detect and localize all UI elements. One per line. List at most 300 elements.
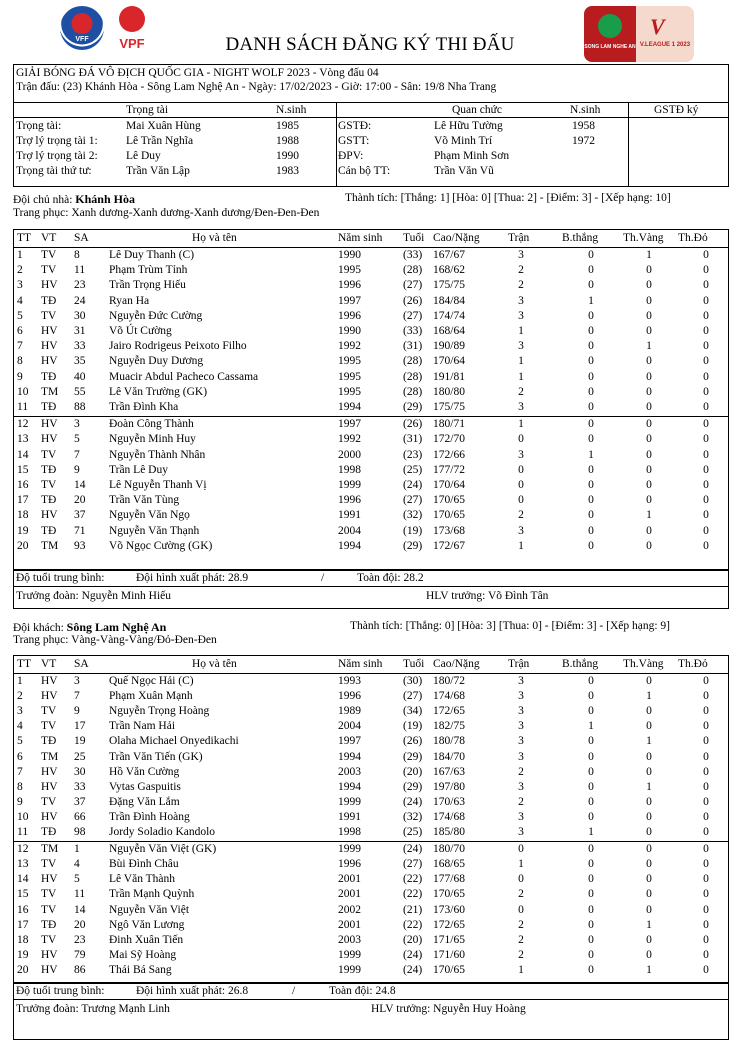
- player-goals: 0: [588, 675, 594, 687]
- player-height-weight: 175/75: [433, 279, 465, 292]
- player-row: [14, 463, 728, 478]
- player-position: HV: [41, 963, 58, 976]
- player-birth-year: 2000: [338, 448, 361, 461]
- player-position: TV: [41, 795, 57, 808]
- player-player-name: Jairo Rodrigeus Peixoto Filho: [109, 340, 247, 353]
- column-header-age: Tuổi: [403, 658, 425, 670]
- player-age: (28): [403, 264, 423, 277]
- player-birth-year: 1998: [338, 826, 361, 838]
- player-age: (27): [403, 279, 423, 292]
- player-birth-year: 1999: [338, 948, 361, 961]
- player-player-name: Võ Út Cường: [109, 325, 172, 337]
- player-number: 1: [17, 675, 23, 687]
- player-number: 12: [17, 843, 29, 856]
- player-age: (27): [403, 858, 423, 871]
- player-position: TM: [41, 385, 59, 398]
- player-red-cards: 0: [703, 720, 709, 733]
- player-birth-year: 1991: [338, 810, 361, 823]
- player-row: [14, 795, 728, 810]
- player-shirt: 7: [74, 448, 80, 461]
- player-goals: 0: [588, 401, 594, 413]
- player-shirt: 33: [74, 340, 86, 353]
- player-goals: 0: [588, 524, 594, 537]
- player-position: TV: [41, 903, 57, 916]
- player-position: HV: [41, 765, 58, 778]
- player-shirt: 40: [74, 370, 86, 383]
- player-yellow-cards: 0: [646, 524, 652, 537]
- player-number: 19: [17, 524, 29, 537]
- away-record: Thành tích: [Thắng: 0] [Hòa: 3] [Thua: 0] - [Điểm: 3] - [Xếp hạng: 9]: [350, 620, 670, 632]
- player-player-name: Nguyễn Thành Nhân: [109, 448, 206, 461]
- player-yellow-cards: 0: [646, 448, 652, 461]
- player-age: (24): [403, 963, 423, 976]
- player-birth-year: 1998: [338, 463, 361, 476]
- player-height-weight: 172/70: [433, 433, 465, 446]
- player-row: [14, 674, 728, 689]
- player-goals: 0: [588, 325, 594, 337]
- player-height-weight: 180/78: [433, 735, 465, 748]
- player-goals: 0: [588, 948, 594, 961]
- player-height-weight: 197/80: [433, 780, 465, 793]
- player-red-cards: 0: [703, 705, 709, 718]
- player-shirt: 1: [74, 843, 80, 856]
- player-height-weight: 190/89: [433, 340, 465, 353]
- player-player-name: Nguyễn Văn Ngọ: [109, 509, 190, 522]
- player-position: TV: [41, 448, 57, 461]
- player-yellow-cards: 1: [646, 690, 652, 703]
- player-goals: 0: [588, 735, 594, 748]
- player-shirt: 30: [74, 309, 86, 322]
- player-number: 2: [17, 690, 23, 703]
- player-row: [14, 857, 728, 872]
- player-birth-year: 1997: [338, 418, 361, 431]
- player-position: HV: [41, 433, 58, 446]
- column-header-shirt: SA: [74, 658, 89, 670]
- vleague-logo-right-text: V.LEAGUE 1 2023: [639, 42, 691, 48]
- player-birth-year: 1995: [338, 264, 361, 277]
- player-position: HV: [41, 509, 58, 522]
- player-height-weight: 172/65: [433, 918, 465, 931]
- player-player-name: Lê Duy Thanh (C): [109, 249, 195, 261]
- player-position: TV: [41, 858, 57, 871]
- player-matches: 2: [518, 385, 524, 398]
- document-header: [0, 0, 740, 62]
- player-shirt: 8: [74, 249, 80, 261]
- home-avg-team: Toàn đội: 28.2: [357, 572, 424, 584]
- player-row: [14, 354, 728, 369]
- home-footer-box: [13, 569, 729, 609]
- player-red-cards: 0: [703, 948, 709, 961]
- player-height-weight: 168/65: [433, 858, 465, 871]
- player-yellow-cards: 0: [646, 433, 652, 446]
- player-player-name: Nguyễn Văn Việt (GK): [109, 843, 217, 856]
- player-player-name: Nguyễn Trọng Hoàng: [109, 705, 210, 718]
- home-manager: Trưởng đoàn: Nguyễn Minh Hiếu: [16, 590, 171, 602]
- player-red-cards: 0: [703, 494, 709, 507]
- player-yellow-cards: 0: [646, 705, 652, 718]
- player-row: [14, 478, 728, 493]
- player-height-weight: 167/67: [433, 249, 465, 261]
- player-row: [14, 370, 728, 385]
- player-age: (19): [403, 524, 423, 537]
- player-shirt: 79: [74, 948, 86, 961]
- player-position: HV: [41, 675, 58, 687]
- player-matches: 3: [518, 340, 524, 353]
- player-number: 11: [17, 826, 29, 838]
- player-position: TĐ: [41, 294, 57, 307]
- player-number: 3: [17, 279, 23, 292]
- supervisor-name: Phạm Minh Sơn: [434, 150, 510, 162]
- player-height-weight: 170/65: [433, 963, 465, 976]
- player-matches: 3: [518, 690, 524, 703]
- player-yellow-cards: 0: [646, 264, 652, 277]
- player-matches: 3: [518, 705, 524, 718]
- player-shirt: 19: [74, 735, 86, 748]
- column-header-yellow-cards: Th.Vàng: [623, 232, 664, 244]
- player-age: (26): [403, 418, 423, 431]
- player-player-name: Trần Nam Hải: [109, 720, 176, 733]
- player-position: TV: [41, 933, 57, 946]
- player-shirt: 23: [74, 933, 86, 946]
- player-player-name: Nguyễn Duy Dương: [109, 355, 204, 368]
- player-yellow-cards: 0: [646, 795, 652, 808]
- player-yellow-cards: 0: [646, 385, 652, 398]
- player-shirt: 24: [74, 294, 86, 307]
- player-birth-year: 2004: [338, 524, 361, 537]
- home-record: Thành tích: [Thắng: 1] [Hòa: 0] [Thua: 2] - [Điểm: 3] - [Xếp hạng: 10]: [345, 192, 671, 204]
- player-birth-year: 2001: [338, 873, 361, 886]
- player-goals: 0: [588, 963, 594, 976]
- player-birth-year: 1996: [338, 690, 361, 703]
- player-matches: 3: [518, 750, 524, 763]
- home-avg-start: Đội hình xuất phát: 28.9: [136, 572, 249, 584]
- player-birth-year: 1994: [338, 539, 361, 552]
- column-header-player-name: Họ và tên: [192, 658, 237, 670]
- player-row: [14, 734, 728, 749]
- player-yellow-cards: 0: [646, 765, 652, 778]
- player-row: [14, 524, 728, 539]
- away-manager: Trưởng đoàn: Trương Mạnh Linh: [16, 1003, 170, 1015]
- home-label: Đội chủ nhà:: [13, 194, 73, 206]
- player-position: HV: [41, 355, 58, 368]
- player-age: (32): [403, 509, 423, 522]
- vpf-logo-text: VPF: [119, 36, 145, 51]
- player-player-name: Nguyễn Văn Việt: [109, 903, 190, 916]
- player-height-weight: 168/62: [433, 264, 465, 277]
- player-player-name: Đoàn Công Thành: [109, 418, 194, 431]
- player-birth-year: 1996: [338, 494, 361, 507]
- player-position: HV: [41, 780, 58, 793]
- player-position: TV: [41, 249, 57, 261]
- player-goals: 0: [588, 888, 594, 901]
- player-row: [14, 765, 728, 780]
- column-header-red-cards: Th.Đỏ: [678, 658, 708, 670]
- player-matches: 3: [518, 720, 524, 733]
- player-row: [14, 842, 728, 857]
- referee-birth: 1988: [276, 135, 299, 147]
- player-birth-year: 2001: [338, 888, 361, 901]
- player-yellow-cards: 0: [646, 858, 652, 871]
- player-number: 5: [17, 309, 23, 322]
- player-number: 1: [17, 249, 23, 261]
- player-player-name: Trần Văn Tùng: [109, 494, 180, 507]
- player-shirt: 25: [74, 750, 86, 763]
- player-yellow-cards: 0: [646, 479, 652, 491]
- player-age: (22): [403, 873, 423, 886]
- player-number: 17: [17, 494, 29, 507]
- away-team-line: [13, 620, 166, 635]
- player-matches: 2: [518, 795, 524, 808]
- player-age: (28): [403, 370, 423, 383]
- player-birth-year: 2004: [338, 720, 361, 733]
- player-position: TM: [41, 539, 59, 552]
- player-age: (25): [403, 826, 423, 838]
- player-row: [14, 825, 728, 840]
- column-header-matches: Trận: [508, 232, 530, 244]
- player-goals: 0: [588, 340, 594, 353]
- player-red-cards: 0: [703, 810, 709, 823]
- player-height-weight: 171/60: [433, 948, 465, 961]
- player-birth-year: 1992: [338, 340, 361, 353]
- player-row: [14, 704, 728, 719]
- player-red-cards: 0: [703, 933, 709, 946]
- player-red-cards: 0: [703, 903, 709, 916]
- player-height-weight: 175/75: [433, 401, 465, 413]
- player-red-cards: 0: [703, 401, 709, 413]
- player-position: TV: [41, 705, 57, 718]
- player-age: (26): [403, 294, 423, 307]
- column-header-age: Tuổi: [403, 232, 425, 244]
- player-number: 20: [17, 963, 29, 976]
- player-player-name: Ngô Văn Lương: [109, 918, 185, 931]
- player-age: (29): [403, 539, 423, 552]
- player-shirt: 30: [74, 765, 86, 778]
- player-red-cards: 0: [703, 418, 709, 431]
- player-goals: 0: [588, 903, 594, 916]
- away-team-name: Sông Lam Nghệ An: [66, 620, 167, 634]
- player-number: 10: [17, 810, 29, 823]
- player-number: 3: [17, 705, 23, 718]
- player-row: [14, 309, 728, 324]
- player-height-weight: 177/72: [433, 463, 465, 476]
- player-height-weight: 182/75: [433, 720, 465, 733]
- supervisor-name: Trần Văn Vũ: [434, 165, 494, 177]
- player-yellow-cards: 0: [646, 675, 652, 687]
- player-yellow-cards: 1: [646, 509, 652, 522]
- player-birth-year: 1997: [338, 735, 361, 748]
- official-header: Quan chức: [452, 104, 502, 116]
- player-height-weight: 180/70: [433, 843, 465, 856]
- player-row: [14, 903, 728, 918]
- player-red-cards: 0: [703, 963, 709, 976]
- player-row: [14, 448, 728, 463]
- referee-birth-header: N.sinh: [276, 104, 307, 116]
- player-row: [14, 385, 728, 400]
- player-player-name: Trần Đình Kha: [109, 401, 179, 413]
- player-position: HV: [41, 340, 58, 353]
- player-goals: 1: [588, 294, 594, 307]
- player-player-name: Mai Sỹ Hoàng: [109, 948, 177, 961]
- referee-role: Trợ lý trọng tài 1:: [16, 135, 98, 147]
- player-height-weight: 170/65: [433, 494, 465, 507]
- player-matches: 2: [518, 888, 524, 901]
- player-birth-year: 2003: [338, 765, 361, 778]
- match-info-box: [13, 64, 729, 187]
- player-goals: 0: [588, 810, 594, 823]
- player-height-weight: 173/60: [433, 903, 465, 916]
- page-title: DANH SÁCH ĐĂNG KÝ THI ĐẤU: [225, 34, 515, 55]
- player-player-name: Võ Ngọc Cường (GK): [109, 539, 213, 552]
- player-goals: 0: [588, 843, 594, 856]
- player-matches: 1: [518, 370, 524, 383]
- player-age: (20): [403, 933, 423, 946]
- player-player-name: Đặng Văn Lắm: [109, 795, 180, 808]
- player-age: (24): [403, 795, 423, 808]
- player-yellow-cards: 0: [646, 279, 652, 292]
- player-number: 9: [17, 795, 23, 808]
- player-yellow-cards: 0: [646, 843, 652, 856]
- vff-logo: [60, 6, 104, 50]
- player-red-cards: 0: [703, 370, 709, 383]
- match-details: Trận đấu: (23) Khánh Hòa - Sông Lam Nghệ An - Ngày: 17/02/2023 - Giờ: 17:00 - Sân: 19/8 Nha Trang: [16, 81, 497, 93]
- player-shirt: 31: [74, 325, 86, 337]
- player-age: (33): [403, 249, 423, 261]
- player-height-weight: 174/74: [433, 309, 465, 322]
- player-number: 7: [17, 765, 23, 778]
- player-yellow-cards: 0: [646, 463, 652, 476]
- player-birth-year: 1997: [338, 294, 361, 307]
- player-row: [14, 508, 728, 523]
- player-matches: 0: [518, 843, 524, 856]
- player-player-name: Phạm Xuân Mạnh: [109, 690, 193, 703]
- referee-name: Lê Trần Nghĩa: [126, 135, 194, 147]
- player-age: (26): [403, 735, 423, 748]
- player-shirt: 98: [74, 826, 86, 838]
- player-birth-year: 1990: [338, 325, 361, 337]
- player-birth-year: 1996: [338, 279, 361, 292]
- player-age: (27): [403, 690, 423, 703]
- home-team-line: [13, 192, 135, 207]
- player-shirt: 33: [74, 780, 86, 793]
- player-shirt: 55: [74, 385, 86, 398]
- player-shirt: 20: [74, 918, 86, 931]
- home-team-name: Khánh Hòa: [75, 192, 135, 206]
- player-goals: 0: [588, 463, 594, 476]
- player-number: 6: [17, 325, 23, 337]
- player-position: TĐ: [41, 826, 57, 838]
- player-yellow-cards: 1: [646, 963, 652, 976]
- player-matches: 1: [518, 418, 524, 431]
- player-goals: 0: [588, 279, 594, 292]
- player-number: 4: [17, 294, 23, 307]
- player-height-weight: 170/65: [433, 509, 465, 522]
- player-goals: 0: [588, 418, 594, 431]
- supervisor-role: GSTĐ:: [338, 120, 372, 132]
- player-matches: 0: [518, 479, 524, 491]
- player-height-weight: 170/64: [433, 355, 465, 368]
- player-age: (24): [403, 843, 423, 856]
- player-age: (34): [403, 705, 423, 718]
- column-header-birth-year: Năm sinh: [338, 658, 383, 670]
- player-yellow-cards: 0: [646, 494, 652, 507]
- supervisor-name: Võ Minh Trí: [434, 135, 493, 147]
- player-age: (21): [403, 903, 423, 916]
- player-shirt: 14: [74, 479, 86, 491]
- player-shirt: 88: [74, 401, 86, 413]
- player-row: [14, 933, 728, 948]
- player-goals: 0: [588, 479, 594, 491]
- player-row: [14, 719, 728, 734]
- player-shirt: 11: [74, 888, 86, 901]
- player-position: TĐ: [41, 401, 57, 413]
- player-player-name: Muacir Abdul Pacheco Cassama: [109, 370, 259, 383]
- player-position: TV: [41, 264, 57, 277]
- player-position: TĐ: [41, 524, 57, 537]
- player-row: [14, 872, 728, 887]
- player-yellow-cards: 1: [646, 780, 652, 793]
- player-player-name: Nguyễn Minh Huy: [109, 433, 196, 446]
- player-number: 9: [17, 370, 23, 383]
- player-matches: 3: [518, 309, 524, 322]
- player-number: 18: [17, 933, 29, 946]
- player-matches: 0: [518, 873, 524, 886]
- player-height-weight: 168/64: [433, 325, 465, 337]
- player-number: 4: [17, 720, 23, 733]
- player-goals: 0: [588, 539, 594, 552]
- player-shirt: 9: [74, 705, 80, 718]
- player-player-name: Trần Trọng Hiếu: [109, 279, 186, 292]
- player-player-name: Trần Đình Hoàng: [109, 810, 190, 823]
- player-height-weight: 171/65: [433, 933, 465, 946]
- player-shirt: 14: [74, 903, 86, 916]
- player-position: HV: [41, 418, 58, 431]
- supervisor-birth: 1958: [572, 120, 595, 132]
- player-red-cards: 0: [703, 325, 709, 337]
- vleague-logo: SONG LAM NGHE AN V V.LEAGUE 1 2023: [584, 6, 694, 62]
- player-position: HV: [41, 325, 58, 337]
- player-position: HV: [41, 690, 58, 703]
- home-players-table: [13, 229, 729, 571]
- player-row: [14, 324, 728, 339]
- player-height-weight: 184/70: [433, 750, 465, 763]
- player-birth-year: 1993: [338, 675, 361, 687]
- player-age: (33): [403, 325, 423, 337]
- player-player-name: Lê Nguyễn Thanh Vị: [109, 479, 207, 491]
- player-goals: 0: [588, 355, 594, 368]
- player-height-weight: 170/65: [433, 888, 465, 901]
- player-red-cards: 0: [703, 858, 709, 871]
- player-birth-year: 2001: [338, 918, 361, 931]
- player-age: (19): [403, 720, 423, 733]
- player-position: TV: [41, 479, 57, 491]
- player-height-weight: 180/80: [433, 385, 465, 398]
- player-height-weight: 180/72: [433, 675, 465, 687]
- player-number: 18: [17, 509, 29, 522]
- player-red-cards: 0: [703, 340, 709, 353]
- player-height-weight: 170/63: [433, 795, 465, 808]
- player-goals: 0: [588, 690, 594, 703]
- player-matches: 1: [518, 355, 524, 368]
- player-number: 6: [17, 750, 23, 763]
- column-header-matches: Trận: [508, 658, 530, 670]
- player-position: HV: [41, 810, 58, 823]
- player-goals: 0: [588, 370, 594, 383]
- referee-birth: 1983: [276, 165, 299, 177]
- player-number: 16: [17, 479, 29, 491]
- player-row: [14, 493, 728, 508]
- player-player-name: Nguyễn Đức Cường: [109, 309, 203, 322]
- player-player-name: Vytas Gaspuitis: [109, 780, 181, 793]
